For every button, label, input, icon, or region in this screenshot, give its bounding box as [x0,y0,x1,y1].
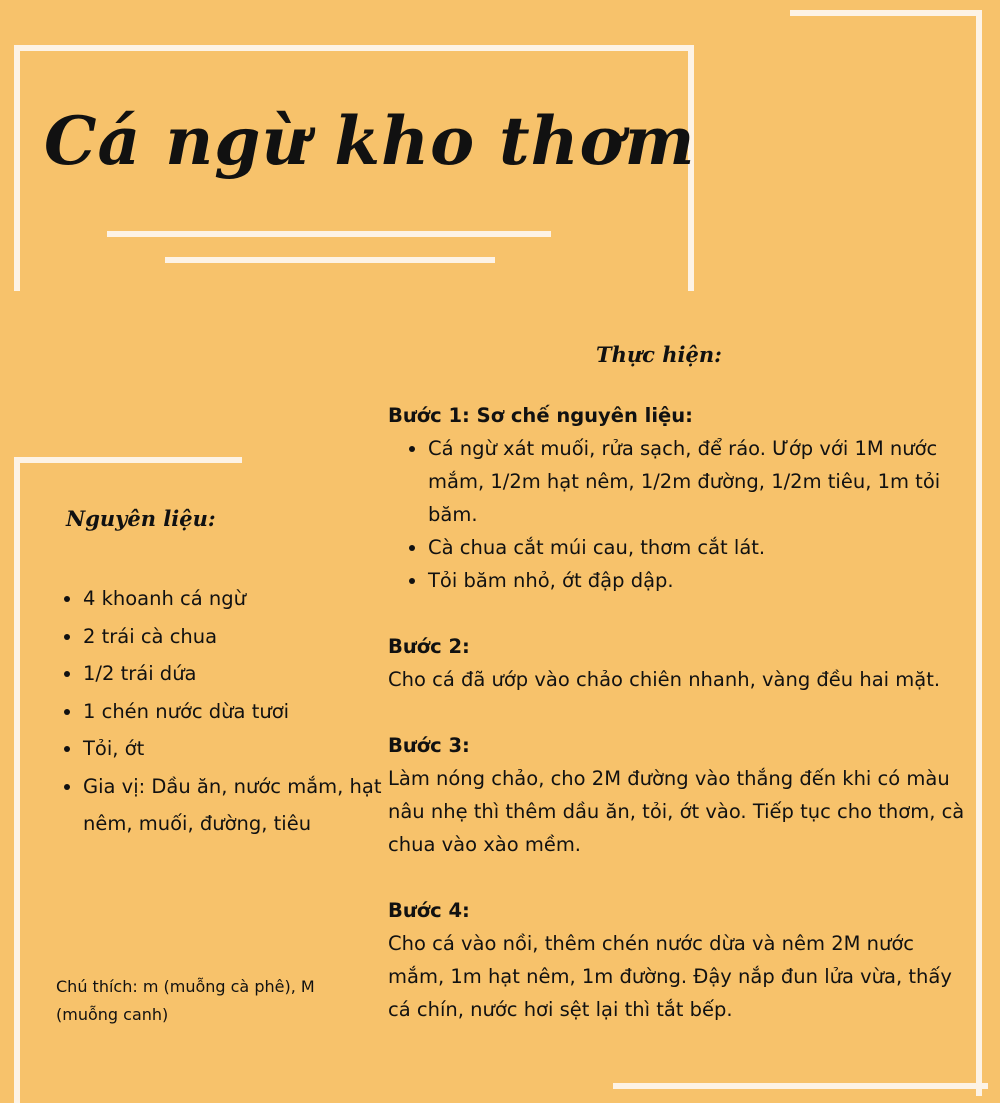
step-title: Bước 3: [388,734,470,757]
title-underline-long [107,231,551,237]
ingredient-item: • Tỏi, ớt [83,730,393,768]
ingredients-list [30,580,393,843]
step-bullet: • Cà chua cắt múi cau, thơm cắt lát. [428,531,968,564]
ingredient-item: • 2 trái cà chua [83,618,393,656]
step-3 [388,729,968,861]
step-title: Bước 4: [388,899,470,922]
step-4 [388,894,968,1026]
step-title: Bước 1: Sơ chế nguyên liệu: [388,404,693,427]
step-text: Cho cá đã ướp vào chảo chiên nhanh, vàng đều hai mặt. [388,668,941,691]
footnote: Chú thích: m (muỗng cà phê), M (muỗng canh) [56,977,315,1024]
step-text: Cho cá vào nồi, thêm chén nước dừa và nêm 2M nước mắm, 1m hạt nêm, 1m đường. Đậy nắp đun lửa vừa, thấy cá chín, nước hơi sệt lại thì tắt bếp. [388,932,952,1021]
step-2 [388,630,968,696]
step-text: Làm nóng chảo, cho 2M đường vào thắng đến khi có màu nâu nhẹ thì thêm dầu ăn, tỏi, ớt vào. Tiếp tục cho thơm, cà chua vào xào mềm. [388,767,965,856]
ingredients-heading: Nguyên liệu: [66,506,216,531]
step-bullet: • Tỏi băm nhỏ, ớt đập dập. [428,564,968,597]
step-bullets [388,432,968,597]
method-heading: Thực hiện: [596,342,722,367]
ingredient-item: • Gia vị: Dầu ăn, nước mắm, hạt nêm, muối, đường, tiêu [83,768,393,843]
title-underline-short [165,257,495,263]
step-1 [388,399,968,597]
step-bullet: • Cá ngừ xát muối, rửa sạch, để ráo. Ướp với 1M nước mắm, 1/2m hạt nêm, 1/2m đường, 1/2m tiêu, 1m tỏi băm. [428,432,968,531]
ingredient-item: • 1/2 trái dứa [83,655,393,693]
step-title: Bước 2: [388,635,470,658]
steps-section [388,399,968,1026]
bottom-right-line [613,1083,988,1089]
ingredient-item: • 4 khoanh cá ngừ [83,580,393,618]
page-title: Cá ngừ kho thơm [44,102,696,180]
ingredient-item: • 1 chén nước dừa tươi [83,693,393,731]
